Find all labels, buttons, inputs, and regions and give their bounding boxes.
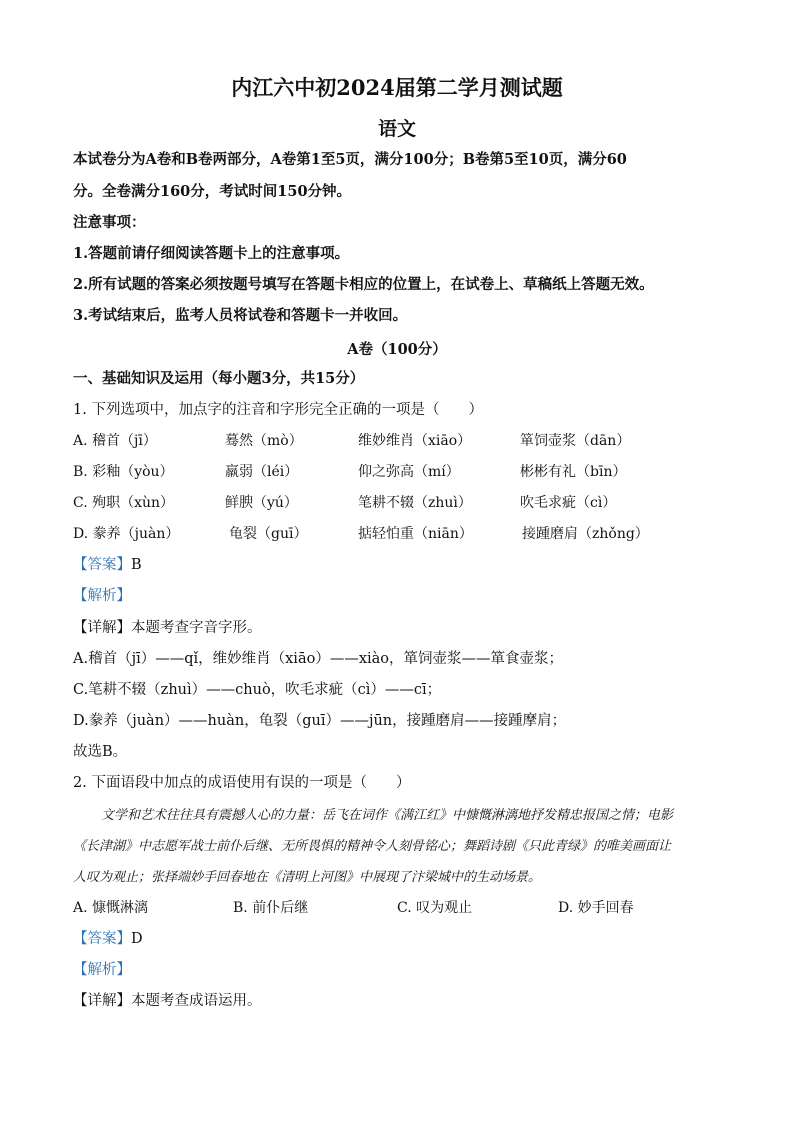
answer-value: D [131, 931, 143, 947]
q1-option-cell: 笔耕不辍（zhuì） [358, 495, 472, 511]
notice-2: 2.所有试题的答案必须按题号填写在答题卡相应的位置上，在试卷上、草稿纸上答题无效。 [73, 276, 654, 293]
analysis-tag: 【解析】 [73, 588, 131, 604]
q1-option-cell: A. 稽首（jī） [73, 433, 157, 449]
q2-stem: 2. 下面语段中加点的成语使用有误的一项是（ ） [73, 775, 411, 791]
q2-option-d: D. 妙手回春 [558, 900, 634, 916]
q1-option-cell: 鲜腴（yú） [225, 495, 298, 511]
notice-3: 3.考试结束后，监考人员将试卷和答题卡一并收回。 [73, 307, 408, 324]
q1-option-cell: D. 豢养（juàn） [73, 526, 180, 542]
q1-option-cell: 维妙维肖（xiāo） [358, 433, 472, 449]
passage-line: 《长津湖》中志愿军战士前仆后继、无所畏惧的精神令人刻骨铭心；舞蹈诗剧《只此青绿》的唯美画面让 [73, 839, 672, 854]
q1-option-cell: 箪饲壶浆（dān） [520, 433, 631, 449]
detail-text: 本题考查成语运用。 [131, 993, 262, 1009]
q1-detail-c: C.笔耕不辍（zhuì）——chuò，吹毛求疵（cì）——cī； [73, 682, 442, 698]
passage-line: 人叹为观止；张择端妙手回春地在《清明上河图》中展现了汴梁城中的生动场景。 [73, 870, 542, 885]
q1-option-cell: 仰之弥高（mí） [358, 464, 460, 480]
q1-option-cell: B. 彩釉（yòu） [73, 464, 174, 480]
notice-1: 1.答题前请仔细阅读答题卡上的注意事项。 [73, 245, 350, 262]
page-title: 内江六中初2024届第二学月测试题 [231, 75, 563, 100]
q1-conclusion: 故选B。 [73, 744, 128, 760]
part-1-title: 一、基础知识及运用（每小题3分，共15分） [73, 370, 365, 387]
q1-option-cell: C. 殉职（xùn） [73, 495, 175, 511]
q1-analysis [73, 586, 131, 606]
passage-line: 文学和艺术往往具有震撼人心的力量：岳飞在词作《满江红》中慷慨淋漓地抒发精忠报国之情；电影 [101, 808, 674, 823]
q1-detail-d: D.豢养（juàn）——huàn，龟裂（guī）——jūn，接踵磨肩——接踵摩肩； [73, 713, 567, 729]
q1-detail-a: A.稽首（jī）——qǐ，维妙维肖（xiāo）——xiào，箪饲壶浆——箪食壶浆； [73, 651, 564, 667]
section-a-title: A卷（100分） [347, 341, 447, 358]
intro-line-1: 本试卷分为A卷和B卷两部分，A卷第1至5页，满分100分；B卷第5至10页，满分60 [73, 151, 627, 168]
analysis-tag: 【解析】 [73, 962, 131, 978]
q1-answer [73, 555, 142, 575]
q1-option-cell: 龟裂（guī） [229, 526, 308, 542]
answer-value: B [131, 557, 142, 573]
subject-title: 语文 [377, 118, 416, 140]
q1-option-cell: 羸弱（léi） [225, 464, 299, 480]
q2-analysis [73, 960, 131, 980]
intro-line-2: 分。全卷满分160分，考试时间150分钟。 [73, 183, 352, 200]
q1-option-cell: 蓦然（mò） [225, 433, 303, 449]
q1-stem: 1. 下列选项中，加点字的注音和字形完全正确的一项是（ ） [73, 402, 483, 418]
answer-tag: 【答案】 [73, 557, 131, 573]
q1-option-cell: 彬彬有礼（bīn） [520, 464, 627, 480]
q2-option-a: A. 慷慨淋漓 [73, 900, 149, 916]
answer-tag: 【答案】 [73, 931, 131, 947]
q1-option-cell: 掂轻怕重（niān） [358, 526, 473, 542]
detail-tag: 【详解】 [73, 993, 131, 1009]
detail-tag: 【详解】 [73, 620, 131, 636]
q2-detail [73, 991, 262, 1011]
q1-option-cell: 吹毛求疵（cì） [520, 495, 617, 511]
q1-option-cell: 接踵磨肩（zhǒng） [522, 526, 649, 542]
notice-title: 注意事项： [73, 214, 146, 231]
q2-option-b: B. 前仆后继 [233, 900, 309, 916]
q1-detail [73, 618, 262, 638]
q2-passage [73, 800, 723, 893]
q2-option-c: C. 叹为观止 [397, 900, 473, 916]
detail-text: 本题考查字音字形。 [131, 620, 262, 636]
q2-answer [73, 929, 143, 949]
